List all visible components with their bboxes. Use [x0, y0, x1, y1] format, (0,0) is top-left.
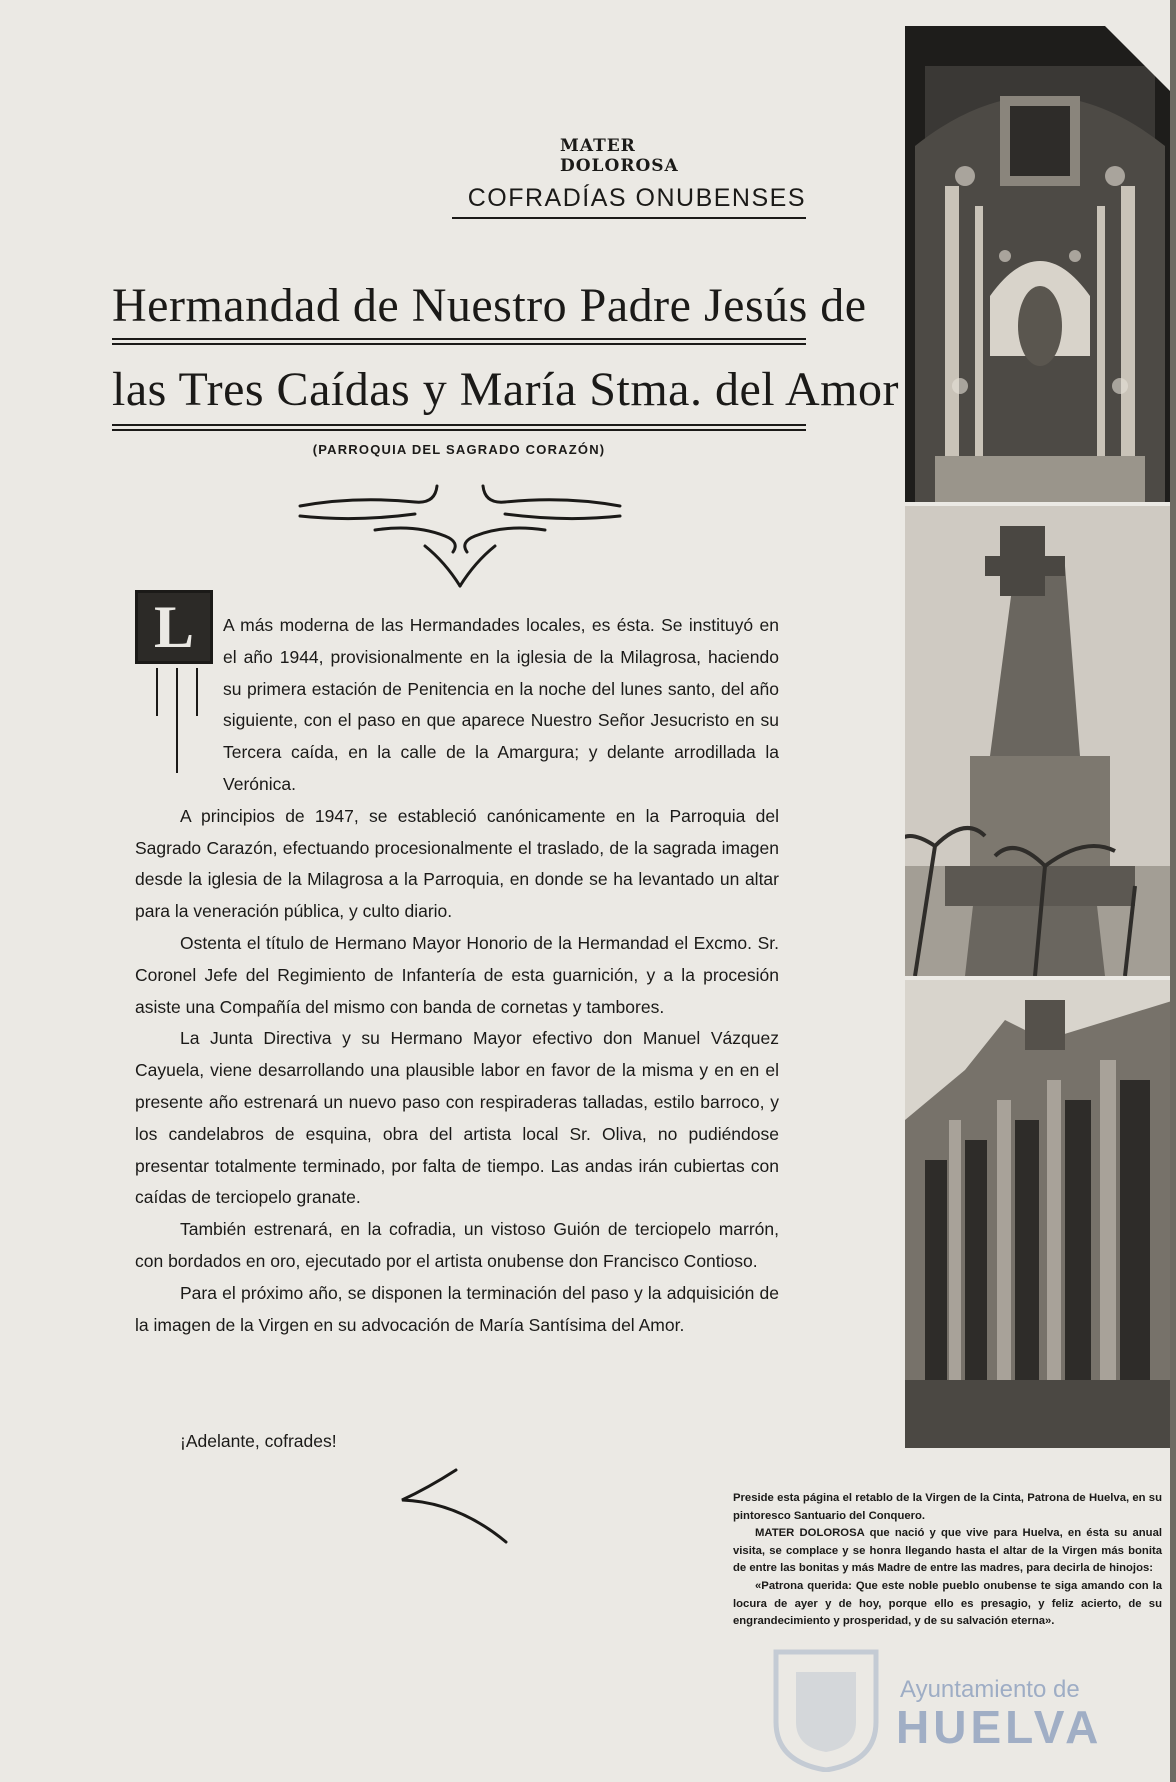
drop-cap-initial: L [135, 590, 213, 664]
article-title-line-1: Hermandad de Nuestro Padre Jesús de [112, 279, 867, 332]
article-paragraph-3: Ostenta el título de Hermano Mayor Honorio de la Hermandad el Excmo. Sr. Coronel Jefe del Regimiento de Infantería de esta guarnición, y a la procesión asiste una Compañía del mismo con banda de cornetas y tambores. [135, 932, 779, 1017]
watermark-line-2: HUELVA [896, 1701, 1103, 1753]
article-paragraph-5: También estrenará, en la cofradia, un vistoso Guión de terciopelo marrón, con bordados en oro, ejecutado por el artista onubense don Francisco Contioso. [135, 1219, 779, 1271]
article-paragraph-1: A más moderna de las Hermandades locales, es ésta. Se instituyó en el año 1944, provisionalmente en la iglesia de la Milagrosa, haciendo su primera estación de Penitencia en la noche del lunes santo, del año siguiente, con el paso en que aparece Nuestro Señor Jesucristo en su Tercera caída, en la calle de la Amargura; y delante arrodillada la Verónica. [223, 615, 779, 794]
caption-paragraph-3: «Patrona querida: Que este noble pueblo onubense te siga amando con la locura de ayer y de hoy, porque ello es presagio, y feliz acierto, de su engrandecimiento y prosperidad, y de su salvación eterna». [733, 1579, 1162, 1628]
monument-photo [905, 506, 1175, 976]
photo-caption [733, 1490, 1162, 1631]
article-paragraph-6: Para el próximo año, se disponen la terminación del paso y la adquisición de la imagen de la Virgen en su advocación de María Santísima del Amor. [135, 1282, 779, 1335]
flourish-ornament-icon [295, 478, 625, 588]
magazine-name: MATER DOLOROSA [560, 136, 679, 176]
building-facade-photo [905, 980, 1175, 1448]
title-rule-bottom [112, 424, 806, 431]
article-paragraph-4: La Junta Directiva y su Hermano Mayor efectivo don Manuel Vázquez Cayuela, viene desarrollando una plausible labor en favor de la misma y en en el presente año estrenará un nuevo paso con respiraderas talladas, estilo barroco, y los candelabros de esquina, obra del artista local Sr. Oliva, no pudiéndose presentar totalmente terminado, por falta de tiempo. Las andas irán cubiertas con caídas de terciopelo granate. [135, 1028, 779, 1208]
title-rule-top [112, 338, 806, 345]
article-title-line-2: las Tres Caídas y María Stma. del Amor [112, 363, 899, 416]
caption-paragraph-1: Preside esta página el retablo de la Virgen de la Cinta, Patrona de Huelva, en su pintoresco Santuario del Conquero. [733, 1492, 1162, 1522]
altarpiece-photo [905, 26, 1175, 502]
page-edge [1170, 0, 1176, 1782]
parish-subtitle: (PARROQUIA DEL SAGRADO CORAZÓN) [312, 442, 606, 457]
section-heading: COFRADÍAS ONUBENSES [452, 184, 806, 219]
watermark-line-1: Ayuntamiento de [900, 1676, 1080, 1703]
city-shield-watermark-icon [766, 1642, 886, 1772]
article-closing: ¡Adelante, cofrades! [180, 1431, 337, 1451]
caption-paragraph-2: MATER DOLOROSA que nació y que vive para Huelva, en ésta su anual visita, se complace y se honra llegando hasta el altar de la Virgen más bonita de entre las bonitas y más Madre de entre las madres, para decirla de hinojos: [733, 1527, 1162, 1575]
article-paragraph-2: A principios de 1947, se estableció canónicamente en la Parroquia del Sagrado Carazón, efectuando procesionalmente el traslado, de la sagrada imagen desde la iglesia de la Milagrosa a la Parroquia, en donde se ha levantado un altar para la veneración pública, y culto diario. [135, 805, 779, 922]
end-flourish-icon [398, 1466, 508, 1546]
article-body [135, 610, 779, 1341]
